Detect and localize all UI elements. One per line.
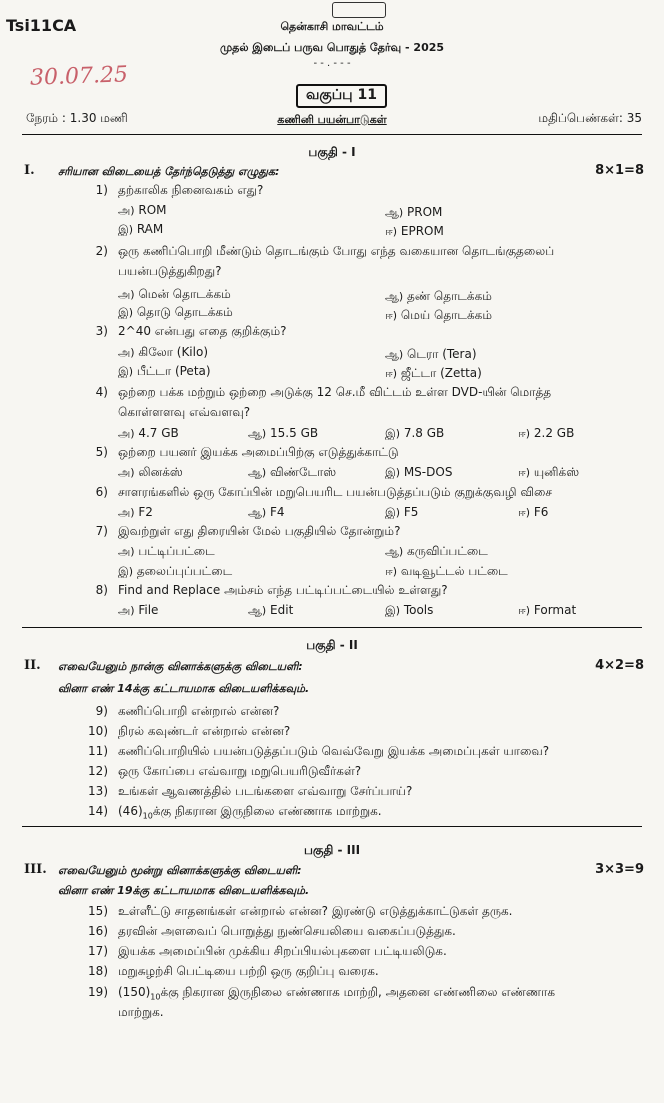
class-label: வகுப்பு 11 [296, 84, 387, 108]
exam-time: நேரம் : 1.30 மணி [26, 111, 128, 125]
option-a: அ) லினக்ஸ் [118, 465, 183, 479]
question-text: கணிப்பொறி என்றால் என்ன? [118, 704, 280, 718]
option-d: ஈ) வடிவூட்டல் பட்டை [385, 564, 508, 578]
option-b: ஆ) Edit [248, 603, 294, 617]
question-number: 1) [95, 183, 108, 197]
question-text-cont: கொள்ளளவு எவ்வளவு? [118, 405, 251, 419]
question-text: Find and Replace அம்சம் எந்த பட்டிப்பட்டையில் உள்ளது? [118, 583, 448, 597]
ornament-divider: - - . - - - [313, 58, 351, 69]
question-number: 17) [88, 944, 108, 958]
option-b: ஆ) PROM [385, 205, 443, 219]
handwritten-date: 30.07.25 [29, 62, 129, 91]
question-text: 2^40 என்பது எதை குறிக்கும்? [118, 324, 287, 338]
header-rule [22, 134, 642, 135]
question-number: 3) [95, 324, 108, 338]
option-b: ஆ) தண் தொடக்கம் [385, 289, 492, 303]
part1-roman: I. [24, 163, 35, 178]
question-number: 11) [88, 744, 108, 758]
part3-title: பகுதி - III [303, 843, 361, 857]
exam-title: முதல் இடைப் பருவ பொதுத் தேர்வு - 2025 [219, 41, 445, 54]
part3-marks: 3×3=9 [595, 862, 644, 877]
option-a: அ) மென் தொடக்கம் [118, 287, 231, 301]
question-text: சாளரங்களில் ஒரு கோப்பின் மறுபெயரிட பயன்படுத்தப்படும் குறுக்குவழி விசை [118, 485, 553, 499]
question-text: இயக்க அமைப்பின் முக்கிய சிறப்பியல்புகளை பட்டியலிடுக. [118, 944, 447, 958]
option-a: அ) 4.7 GB [118, 426, 179, 440]
question-text: ஒற்றை பயனர் இயக்க அமைப்பிற்கு எடுத்துக்காட்டு [118, 445, 399, 459]
max-marks: மதிப்பெண்கள்: 35 [538, 111, 642, 125]
question-number: 12) [88, 764, 108, 778]
option-d: ஈ) EPROM [385, 224, 444, 238]
option-a: அ) பட்டிப்பட்டை [118, 544, 215, 558]
paper-code: Tsi11CA [6, 16, 77, 35]
option-d: ஈ) 2.2 GB [518, 426, 575, 440]
question-text: நிரல் கவுண்டர் என்றால் என்ன? [118, 724, 291, 738]
question-number: 9) [95, 704, 108, 718]
question-number: 4) [95, 385, 108, 399]
part2-instruction: எவையேனும் நான்கு வினாக்களுக்கு விடையளி: [58, 660, 303, 673]
question-number: 10) [88, 724, 108, 738]
question-number: 6) [95, 485, 108, 499]
question-text: மறுசுழற்சி பெட்டியை பற்றி ஒரு குறிப்பு வரைக. [118, 964, 379, 978]
question-number: 14) [88, 804, 108, 818]
part3-compulsory-note: வினா எண் 19க்கு கட்டாயமாக விடையளிக்கவும். [58, 884, 310, 897]
question-number: 16) [88, 924, 108, 938]
part3-instruction: எவையேனும் மூன்று வினாக்களுக்கு விடையளி: [58, 864, 302, 877]
district-name: தென்காசி மாவட்டம் [280, 20, 384, 33]
option-a: அ) கிலோ (Kilo) [118, 345, 208, 359]
question-number: 2) [95, 244, 108, 258]
question-number: 15) [88, 904, 108, 918]
question-number: 5) [95, 445, 108, 459]
option-b: ஆ) கருவிப்பட்டை [385, 544, 488, 558]
option-c: இ) தொடு தொடக்கம் [118, 305, 233, 319]
option-a: அ) ROM [118, 203, 167, 217]
part2-marks: 4×2=8 [595, 658, 644, 673]
part1-instruction: சரியான விடையைத் தேர்ந்தெடுத்து எழுதுக: [58, 165, 280, 178]
question-text-cont: மாற்றுக. [118, 1005, 164, 1019]
question-number: 7) [95, 524, 108, 538]
question-text: ஒரு கணிப்பொறி மீண்டும் தொடங்கும் போது எந்த வகையான தொடங்குதலைப் [118, 244, 555, 258]
option-b: ஆ) 15.5 GB [248, 426, 319, 440]
option-a: அ) File [118, 603, 159, 617]
question-text: தற்காலிக நினைவகம் எது? [118, 183, 264, 197]
option-c: இ) F5 [385, 505, 419, 519]
part2-compulsory-note: வினா எண் 14க்கு கட்டாயமாக விடையளிக்கவும். [58, 682, 310, 695]
option-b: ஆ) விண்டோஸ் [248, 465, 337, 479]
question-text: கணிப்பொறியில் பயன்படுத்தப்படும் வெவ்வேறு இயக்க அமைப்புகள் யாவை? [118, 744, 550, 758]
option-c: இ) MS-DOS [385, 465, 453, 479]
option-c: இ) 7.8 GB [385, 426, 445, 440]
question-text: $(150)_{10}க்கு$ நிகரான இருநிலை எண்ணாக மாற்றி, அதனை எண்ணிலை எண்ணாக [118, 985, 556, 1002]
option-d: ஈ) யுனிக்ஸ் [518, 465, 580, 479]
section-rule [22, 826, 642, 827]
option-c: இ) பீட்டா (Peta) [118, 364, 211, 378]
option-d: ஈ) ஜீட்டா (Zetta) [385, 366, 482, 380]
part2-title: பகுதி - II [306, 638, 358, 652]
part1-title: பகுதி - I [308, 145, 356, 159]
option-c: இ) தலைப்புப்பட்டை [118, 564, 233, 578]
question-text: ஒற்றை பக்க மற்றும் ஒற்றை அடுக்கு 12 செ.மீ விட்டம் உள்ள DVD-யின் மொத்த [118, 385, 552, 399]
option-c: இ) Tools [385, 603, 434, 617]
question-text: ஒரு கோப்பை எவ்வாறு மறுபெயரிடுவீர்கள்? [118, 764, 362, 778]
question-text: உங்கள் ஆவணத்தில் படங்களை எவ்வாறு சேர்ப்பாய்? [118, 784, 413, 798]
part2-roman: II. [24, 658, 41, 673]
question-number: 18) [88, 964, 108, 978]
question-text: உள்ளீட்டு சாதனங்கள் என்றால் என்ன? இரண்டு எடுத்துக்காட்டுகள் தருக. [118, 904, 513, 918]
question-number: 13) [88, 784, 108, 798]
option-d: ஈ) F6 [518, 505, 549, 519]
question-text-cont: பயன்படுத்துகிறது? [118, 264, 222, 278]
option-d: ஈ) மெய் தொடக்கம் [385, 308, 492, 322]
question-number: 19) [88, 985, 108, 999]
seal-stamp [332, 2, 386, 18]
question-text: இவற்றுள் எது திரையின் மேல் பகுதியில் தோன்றும்? [118, 524, 401, 538]
option-a: அ) F2 [118, 505, 153, 519]
part1-marks: 8×1=8 [595, 163, 644, 178]
question-text: $(46)_{10}க்கு$ நிகரான இருநிலை எண்ணாக மாற்றுக. [118, 804, 382, 821]
part3-roman: III. [24, 862, 47, 877]
option-d: ஈ) Format [518, 603, 577, 617]
option-c: இ) RAM [118, 222, 164, 236]
question-text: தரவின் அளவைப் பொறுத்து நுண்செயலியை வகைப்படுத்துக. [118, 924, 456, 938]
subject-title: கணினி பயன்பாடுகள் [277, 113, 387, 126]
section-rule [22, 627, 642, 628]
question-number: 8) [95, 583, 108, 597]
option-b: ஆ) F4 [248, 505, 285, 519]
option-b: ஆ) டெரா (Tera) [385, 347, 477, 361]
